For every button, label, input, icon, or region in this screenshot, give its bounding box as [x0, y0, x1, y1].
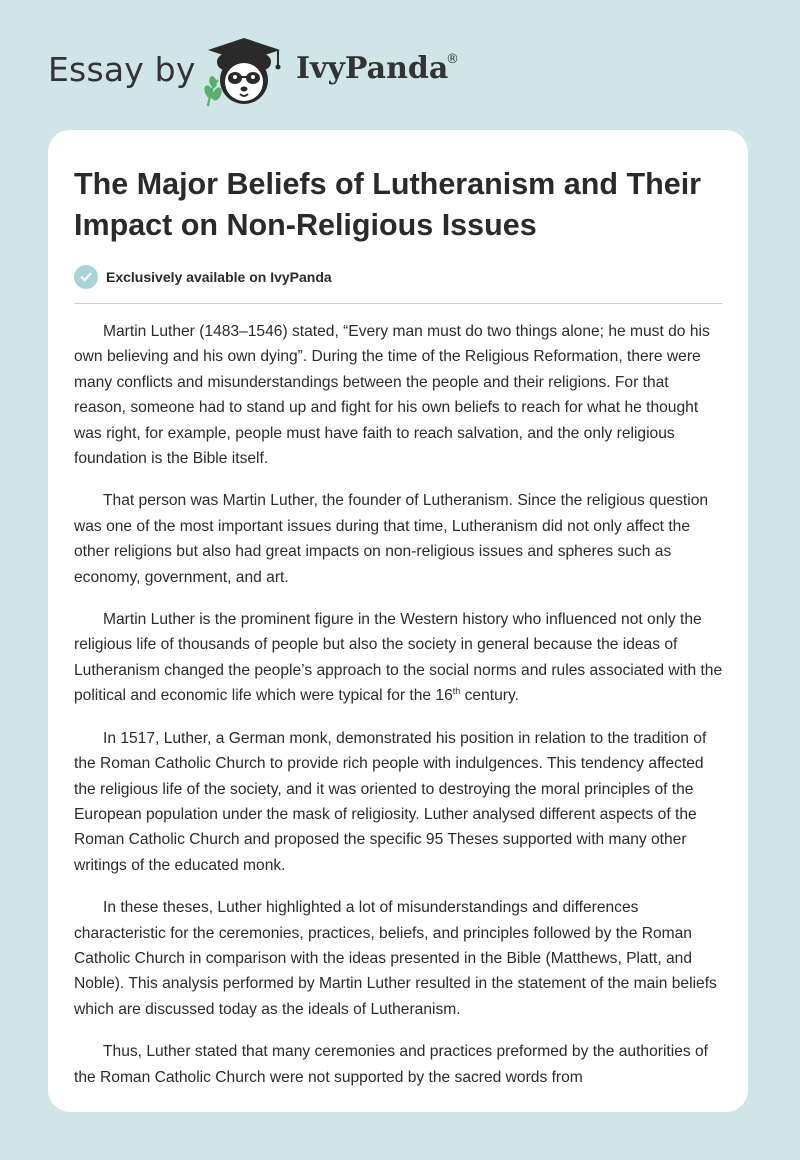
site-header [0, 0, 800, 130]
ivypanda-logo-text[interactable]: IvyPanda [296, 51, 449, 86]
paragraph-3-text: Martin Luther is the prominent figure in the Western history who influenced not only the religious life of thousands of people but also the society in general because the ideas of Lutheranism changed the people’s approach to the social norms and rules associated with the political and economic life which were typical for the 16 [74, 611, 723, 705]
essay-title: The Major Beliefs of Lutheranism and Their Impact on Non-Religious Issues [74, 167, 702, 242]
paragraph-5: In these theses, Luther highlighted a lot of misunderstandings and differences characteristic for the ceremonies, practices, beliefs, and principles followed by the Roman Catholic Church in comparison with the ideas presented in the Bible (Matthews, Platt, and Noble). This analysis performed by Martin Luther resulted in the statement of the main beliefs which are discussed today as the ideals of Lutheranism. [74, 899, 717, 1018]
paragraph-1: Martin Luther (1483–1546) stated, “Every man must do two things alone; he must do his own believing and his own dying”. During the time of the Religious Reformation, there were many conflicts and misunderstandings between the people and their religions. For that reason, someone had to stand up and fight for his own beliefs to reach for what he thought was right, for example, people must have faith to reach salvation, and the only religious foundation is the Bible itself. [74, 323, 710, 468]
exclusive-badge [74, 264, 332, 290]
essay-by-label: Essay by [48, 50, 196, 89]
paragraph-3-tail: century. [460, 687, 519, 705]
exclusive-badge-label: Exclusively available on IvyPanda [106, 269, 332, 285]
essay-body [74, 319, 724, 1107]
ordinal-suffix: th [452, 686, 461, 697]
paragraph-3 [74, 607, 724, 709]
paragraph-6: Thus, Luther stated that many ceremonies and practices preformed by the authorities of the Roman Catholic Church were not supported by the sacred words from [74, 1043, 709, 1086]
title-divider [74, 303, 723, 304]
check-circle-icon [74, 265, 98, 289]
essay-card [48, 130, 748, 1112]
registered-mark: ® [446, 52, 459, 67]
paragraph-4: In 1517, Luther, a German monk, demonstrated his position in relation to the tradition of the Roman Catholic Church to provide rich people with indulgences. This tendency affected the religious life of the society, and it was oriented to destroying the moral principles of the European population under the mask of religiosity. Luther analysed different aspects of the Roman Catholic Church and proposed the specific 95 Theses supported with many other writings of the educated monk. [74, 729, 707, 874]
panda-graduate-icon[interactable] [200, 36, 288, 110]
paragraph-2: That person was Martin Luther, the founder of Lutheranism. Since the religious question was one of the most important issues during that time, Lutheranism did not only affect the other religions but also had great impacts on non-religious issues and spheres such as economy, government, and art. [74, 492, 709, 586]
